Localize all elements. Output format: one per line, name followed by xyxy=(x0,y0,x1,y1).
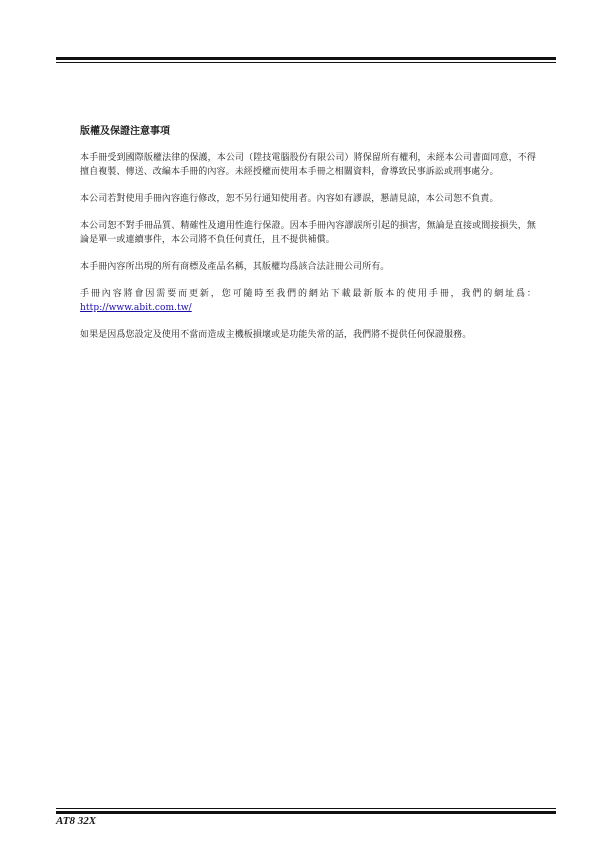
website-link[interactable]: http://www.abit.com.tw/ xyxy=(80,303,192,313)
footer-model-name: AT8 32X xyxy=(56,815,97,827)
paragraph-updates xyxy=(80,287,536,315)
paragraph-warranty-disclaimer: 本公司恕不對手冊品質、精確性及適用性進行保證。因本手冊內容謬誤所引起的損害，無論是直接或間接損失，無論是單一或連續事件，本公司將不負任何責任，且不提供補償。 xyxy=(80,221,536,245)
header-rule-thin xyxy=(56,62,556,63)
paragraph-updates-text: 手冊內容將會因需要而更新，您可隨時至我們的網站下載最新版本的使用手冊，我們的網址爲： xyxy=(80,289,536,299)
footer-rule-thin xyxy=(56,808,556,809)
paragraph-trademarks: 本手冊內容所出現的所有商標及產品名稱，其版權均爲該合法註冊公司所有。 xyxy=(80,262,390,272)
footer-rule-thick xyxy=(56,811,556,814)
header-rule-thick xyxy=(56,57,556,60)
document-body xyxy=(80,125,536,355)
paragraph-modification: 本公司若對使用手冊內容進行修改，恕不另行通知使用者。內容如有謬誤，懇請見諒，本公司恕不負責。 xyxy=(80,194,499,204)
paragraph-copyright: 本手冊受到國際版權法律的保護，本公司（陞技電腦股份有限公司）將保留所有權利，未經本公司書面同意，不得擅自複製、傳送、改編本手冊的內容。未經授權而使用本手冊之相關資料，會導致民事訴訟或刑事處分。 xyxy=(80,153,536,177)
section-heading: 版權及保證注意事項 xyxy=(80,126,170,137)
paragraph-misuse: 如果是因爲您設定及使用不當而造成主機板損壞或是功能失常的話，我們將不提供任何保證服務。 xyxy=(80,330,472,340)
